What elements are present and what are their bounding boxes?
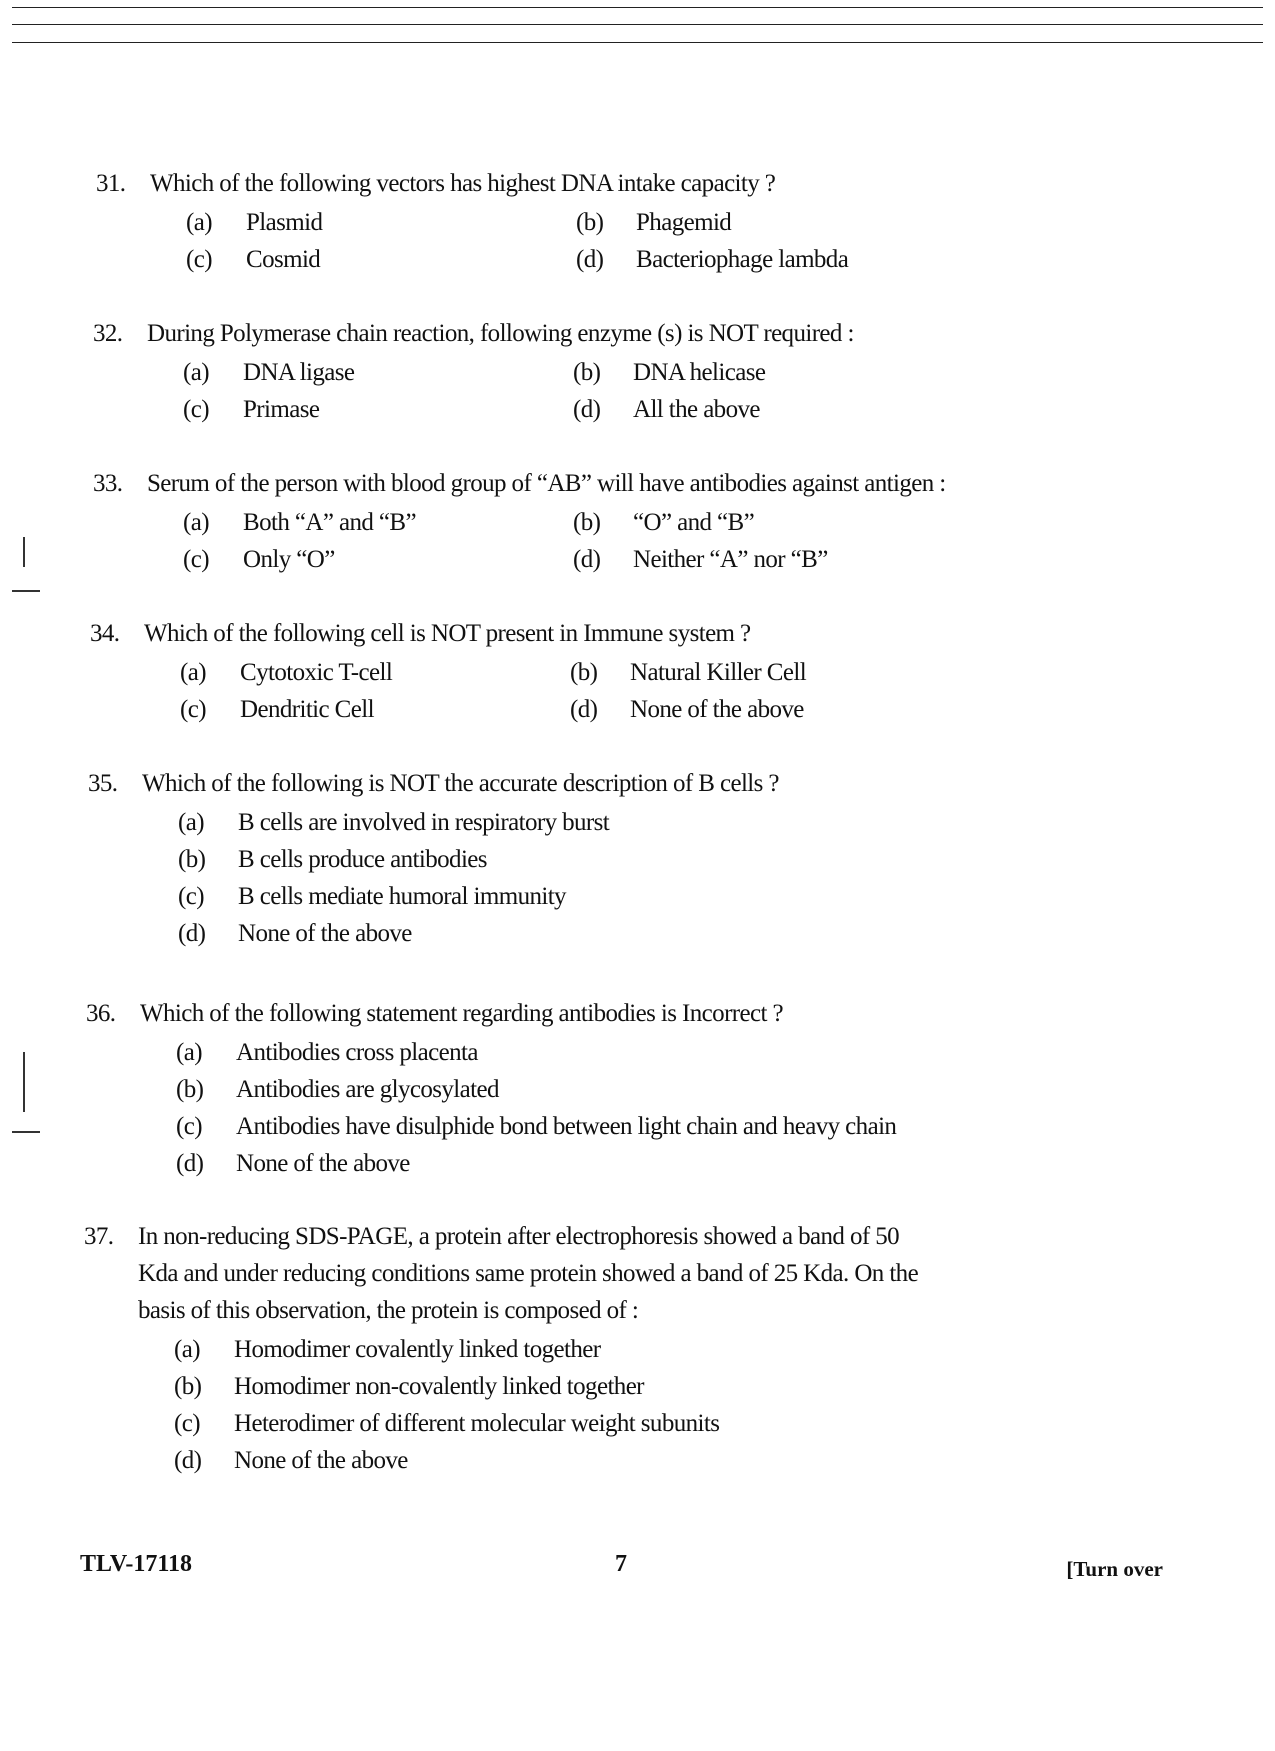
option-label: (b) (176, 1076, 204, 1103)
turn-over-note: [Turn over (1066, 1557, 1163, 1581)
option-text: Cosmid (246, 246, 321, 273)
option-a (183, 504, 573, 541)
option-c (174, 1405, 1134, 1442)
question-stem (88, 765, 1138, 802)
margin-mark (12, 590, 40, 592)
option-d (570, 691, 960, 728)
option-label: (b) (573, 359, 601, 386)
option-text: None of the above (238, 920, 412, 947)
option-text: B cells mediate humoral immunity (238, 883, 566, 910)
question-stem (93, 465, 1143, 502)
option-text: B cells are involved in respiratory burst (238, 809, 610, 836)
option-label: (c) (186, 246, 212, 273)
question-34 (90, 615, 1140, 728)
option-text: Both “A” and “B” (243, 509, 416, 536)
options (178, 804, 1138, 952)
option-c (178, 878, 1138, 915)
option-a (174, 1331, 1134, 1368)
options (176, 1034, 1136, 1182)
question-number: 34. (90, 620, 120, 647)
option-a (180, 654, 570, 691)
option-text: Dendritic Cell (240, 696, 374, 723)
option-text: All the above (633, 396, 760, 423)
option-label: (d) (174, 1447, 202, 1474)
option-text: Phagemid (636, 209, 732, 236)
option-d (576, 241, 966, 278)
option-text: None of the above (236, 1150, 410, 1177)
option-label: (a) (183, 509, 209, 536)
margin-mark (12, 1131, 40, 1133)
option-label: (a) (178, 809, 204, 836)
options (183, 504, 1143, 578)
question-31 (96, 165, 1146, 278)
options (183, 354, 1143, 428)
option-label: (a) (174, 1336, 200, 1363)
question-stem (84, 1218, 1134, 1255)
options (174, 1331, 1134, 1479)
option-text: Natural Killer Cell (630, 659, 807, 686)
question-text-continued: Kda and under reducing conditions same protein showed a band of 25 Kda. On the (138, 1260, 919, 1287)
question-stem (96, 165, 1146, 202)
option-d (176, 1145, 1136, 1182)
option-d (573, 541, 963, 578)
option-a (183, 354, 573, 391)
question-33 (93, 465, 1143, 578)
option-d (573, 391, 963, 428)
question-text: Which of the following is NOT the accurate description of B cells ? (142, 770, 779, 797)
option-label: (d) (576, 246, 604, 273)
question-text: Which of the following vectors has highest DNA intake capacity ? (150, 170, 776, 197)
question-stem (86, 995, 1136, 1032)
option-text: Plasmid (246, 209, 323, 236)
option-d (174, 1442, 1134, 1479)
option-c (183, 541, 573, 578)
option-b (178, 841, 1138, 878)
option-label: (c) (183, 546, 209, 573)
option-text: DNA ligase (243, 359, 355, 386)
option-text: “O” and “B” (633, 509, 755, 536)
page-footer (80, 1551, 1163, 1591)
margin-mark (23, 1052, 25, 1112)
top-rule-3 (12, 42, 1263, 43)
option-label: (c) (178, 883, 204, 910)
options (180, 654, 1140, 728)
option-c (180, 691, 570, 728)
question-text: In non-reducing SDS-PAGE, a protein after electrophoresis showed a band of 50 (138, 1223, 900, 1250)
option-b (174, 1368, 1134, 1405)
option-text: Heterodimer of different molecular weight subunits (234, 1410, 720, 1437)
option-label: (d) (178, 920, 206, 947)
question-text-continued: basis of this observation, the protein is composed of : (138, 1297, 639, 1324)
question-36 (86, 995, 1136, 1182)
question-number: 31. (96, 170, 126, 197)
option-text: Homodimer non-covalently linked together (234, 1373, 644, 1400)
option-text: B cells produce antibodies (238, 846, 487, 873)
option-label: (d) (573, 546, 601, 573)
paper-code: TLV-17118 (80, 1551, 193, 1577)
option-label: (b) (576, 209, 604, 236)
question-number: 35. (88, 770, 118, 797)
page-number: 7 (615, 1551, 627, 1577)
option-label: (c) (183, 396, 209, 423)
margin-mark (23, 537, 25, 567)
option-text: Antibodies cross placenta (236, 1039, 478, 1066)
option-b (573, 504, 963, 541)
option-text: Primase (243, 396, 320, 423)
option-label: (d) (176, 1150, 204, 1177)
option-text: None of the above (234, 1447, 408, 1474)
top-rule-1 (12, 7, 1263, 8)
option-b (570, 654, 960, 691)
question-37 (84, 1218, 1134, 1479)
option-label: (b) (178, 846, 206, 873)
top-rule-2 (12, 24, 1263, 25)
option-text: Homodimer covalently linked together (234, 1336, 601, 1363)
option-b (573, 354, 963, 391)
question-number: 37. (84, 1223, 114, 1250)
option-label: (c) (174, 1410, 200, 1437)
option-text: Antibodies are glycosylated (236, 1076, 499, 1103)
option-text: Neither “A” nor “B” (633, 546, 828, 573)
question-35 (88, 765, 1138, 952)
option-text: Only “O” (243, 546, 335, 573)
option-label: (c) (176, 1113, 202, 1140)
question-text: Which of the following cell is NOT present in Immune system ? (144, 620, 751, 647)
question-number: 32. (93, 320, 123, 347)
question-text: Which of the following statement regarding antibodies is Incorrect ? (140, 1000, 784, 1027)
option-label: (c) (180, 696, 206, 723)
question-stem (93, 315, 1143, 352)
option-c (176, 1108, 1136, 1145)
option-a (186, 204, 576, 241)
options (186, 204, 1146, 278)
option-text: Bacteriophage lambda (636, 246, 849, 273)
option-label: (a) (186, 209, 212, 236)
option-label: (a) (176, 1039, 202, 1066)
option-label: (a) (180, 659, 206, 686)
option-label: (b) (573, 509, 601, 536)
question-text: During Polymerase chain reaction, following enzyme (s) is NOT required : (147, 320, 854, 347)
question-number: 36. (86, 1000, 116, 1027)
option-b (176, 1071, 1136, 1108)
option-d (178, 915, 1138, 952)
option-text: Cytotoxic T-cell (240, 659, 393, 686)
option-text: None of the above (630, 696, 804, 723)
option-a (178, 804, 1138, 841)
question-32 (93, 315, 1143, 428)
option-b (576, 204, 966, 241)
option-c (186, 241, 576, 278)
option-text: DNA helicase (633, 359, 766, 386)
option-label: (b) (174, 1373, 202, 1400)
question-number: 33. (93, 470, 123, 497)
option-label: (a) (183, 359, 209, 386)
option-c (183, 391, 573, 428)
option-a (176, 1034, 1136, 1071)
question-text: Serum of the person with blood group of “AB” will have antibodies against antigen : (147, 470, 946, 497)
option-label: (b) (570, 659, 598, 686)
option-label: (d) (573, 396, 601, 423)
option-label: (d) (570, 696, 598, 723)
question-stem (90, 615, 1140, 652)
option-text: Antibodies have disulphide bond between light chain and heavy chain (236, 1113, 897, 1140)
